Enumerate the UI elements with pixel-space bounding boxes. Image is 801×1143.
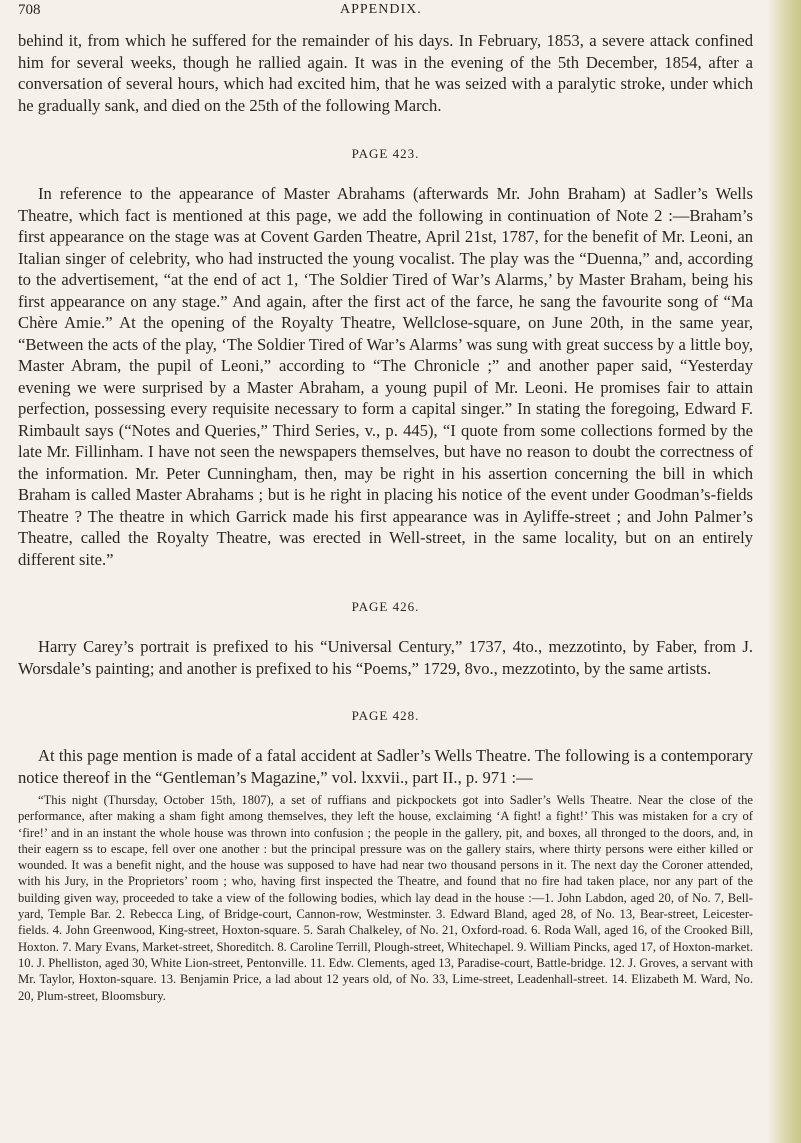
- section-heading-page-428: PAGE 428.: [351, 708, 420, 723]
- section-heading-page-426: PAGE 426.: [351, 599, 420, 614]
- section-paragraph-page-428: At this page mention is made of a fatal accident at Sadler’s Wells Theatre. The following is a contemporary notice thereof in the “Gentleman’s Magazine,” vol. lxxvii., part II., p. 971 :—: [18, 746, 753, 787]
- running-head: APPENDIX.: [340, 2, 422, 17]
- section-heading-page-423: PAGE 423.: [351, 146, 420, 161]
- page-edge-shadow: [767, 0, 801, 1143]
- section-paragraph-page-426: Harry Carey’s portrait is prefixed to his “Universal Century,” 1737, 4to., mezzotinto, by Faber, from J. Worsdale’s painting; and another is prefixed to his “Poems,” 1729, 8vo., mezzotinto, by the same artists.: [18, 637, 753, 678]
- page-body: [18, 30, 753, 1004]
- page-number: 708: [18, 2, 41, 18]
- section-paragraph-page-423: In reference to the appearance of Master Abrahams (afterwards Mr. John Braham) at Sadler’s Wells Theatre, which fact is mentioned at this page, we add the following in continuation of Note 2 :—Braham’s first appearance on the stage was at Covent Garden Theatre, April 21st, 1787, for the benefit of Mr. Leoni, an Italian singer of celebrity, who had instructed the young vocalist. The play was the “Duenna,” and, according to the advertisement, “at the end of act 1, ‘The Soldier Tired of War’s Alarms,’ by Master Braham, being his first appearance on any stage.” And again, after the first act of the farce, he sang the favourite song of “Ma Chère Amie.” At the opening of the Royalty Theatre, Wellclose-square, on June 20th, in the same year, “Between the acts of the play, ‘The Soldier Tired of War’s Alarms’ was sung with great success by a little boy, Master Abram, the pupil of Leoni,” according to “The Chronicle ;” and another paper said, “Yesterday evening we were surprised by a Master Abraham, a young pupil of Mr. Leoni. He promises fair to attain perfection, possessing every requisite necessary to form a capital singer.” In stating the foregoing, Edward F. Rimbault says (“Notes and Queries,” Third Series, v., p. 445), “I quote from some collections formed by the late Mr. Fillinham. I have not seen the newspapers themselves, but have no reason to doubt the correctness of the information. Mr. Peter Cunningham, then, may be right in his assertion concerning the bill in which Braham is called Master Abrahams ; but is he right in placing his notice of the event under Goodman’s-fields Theatre ? The theatre in which Garrick made his first appearance was in Ayliffe-street ; and John Palmer’s Theatre, called the Royalty Theatre, was erected in Well-street, in the same locality, but on an entirely different site.”: [18, 184, 753, 569]
- page-header: [18, 0, 758, 24]
- intro-paragraph: behind it, from which he suffered for the remainder of his days. In February, 1853, a severe attack confined him for several weeks, though he rallied again. It was in the evening of the 5th December, 1854, after a conversation of several hours, which had excited him, that he was seized with a paralytic stroke, under which he gradually sank, and died on the 25th of the following March.: [18, 31, 753, 115]
- block-quote: “This night (Thursday, October 15th, 1807), a set of ruffians and pickpockets got into Sadler’s Wells Theatre. Near the close of the performance, after making a sham fight among themselves, they left the house, exclaiming ‘A fight! a fight!’ This was mistaken for a cry of ‘fire!’ and in an instant the whole house was thrown into confusion ; the people in the gallery, pit, and boxes, all thronged to the doors, and, in their eagern ss to escape, fell over one another : but the principal pressure was on the gallery stairs, where thirty persons were either killed or wounded. It was a benefit night, and the house was supposed to have had near two thousand persons in it. The next day the Coroner attended, with his Jury, in the Proprietors’ room ; who, having first inspected the Theatre, and found that no fire had taken place, nor any part of the building given way, proceeded to take a view of the following bodies, which lay dead in the house :—1. John Labdon, aged 20, of No. 7, Bell-yard, Temple Bar. 2. Rebecca Ling, of Bridge-court, Cannon-row, Westminster. 3. Edward Bland, aged 28, of No. 13, Bear-street, Leicester-fields. 4. John Greenwood, King-street, Hoxton-square. 5. Sarah Chalkeley, of No. 21, Oxford-road. 6. Roda Wall, aged 16, of the Crooked Bill, Hoxton. 7. Mary Evans, Market-street, Shoreditch. 8. Caroline Terrill, Plough-street, Whitechapel. 9. William Pincks, aged 17, of Hoxton-market. 10. J. Phelliston, aged 30, White Lion-street, Pentonville. 11. Edw. Clements, aged 13, Paradise-court, Battle-bridge. 12. J. Groves, a servant with Mr. Taylor, Hoxton-square. 13. Benjamin Price, a lad about 12 years old, of No. 33, Lime-street, Leadenhall-street. 14. Elizabeth M. Ward, No. 20, Plum-street, Bloomsbury.: [18, 793, 753, 1003]
